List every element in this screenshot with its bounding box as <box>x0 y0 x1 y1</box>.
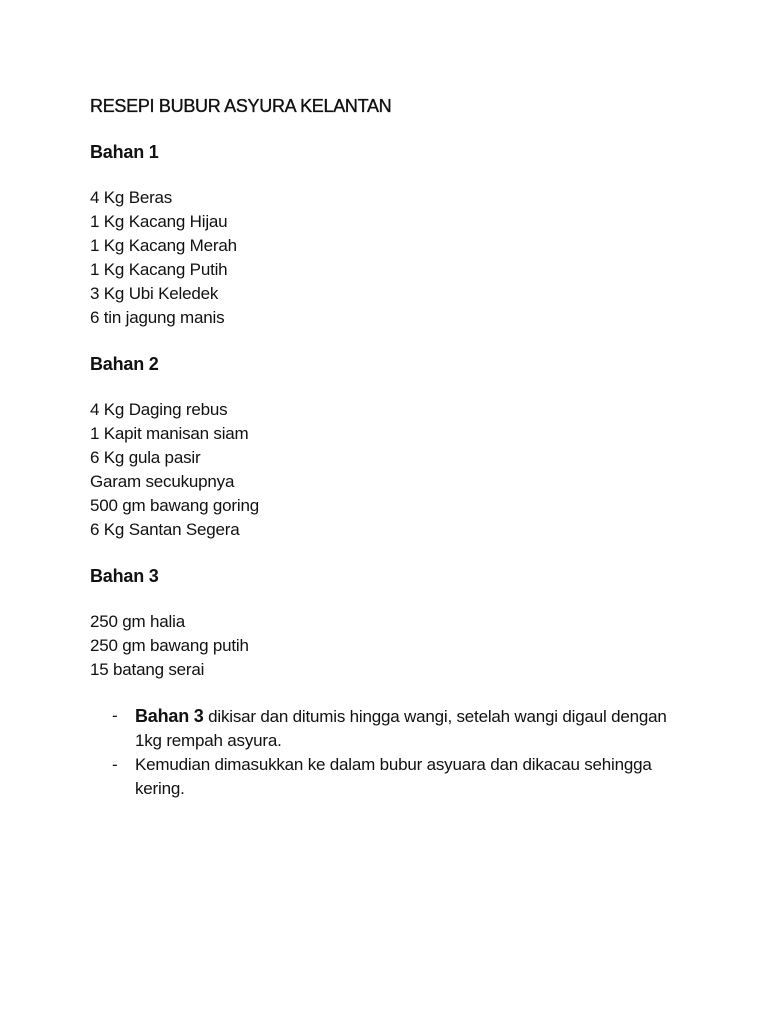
ingredient-item: 15 batang serai <box>90 660 205 679</box>
ingredient-item: 1 Kapit manisan siam <box>90 424 249 443</box>
step-text: Kemudian dimasukkan ke dalam bubur asyuara dan dikacau sehingga kering. <box>135 755 652 798</box>
ingredient-item: 6 Kg gula pasir <box>90 448 201 467</box>
dash-bullet: - <box>112 755 118 774</box>
ingredient-list <box>90 610 710 682</box>
section-heading: Bahan 1 <box>90 142 159 162</box>
ingredient-item: 3 Kg Ubi Keledek <box>90 284 219 303</box>
ingredient-item: Garam secukupnya <box>90 472 235 491</box>
section-bahan-1 <box>90 140 710 330</box>
ingredient-item: 250 gm halia <box>90 612 185 631</box>
section-bahan-2 <box>90 352 710 542</box>
ingredient-list <box>90 186 710 330</box>
method-step <box>90 704 695 753</box>
dash-bullet: - <box>112 706 118 725</box>
ingredient-item: 6 Kg Santan Segera <box>90 520 240 539</box>
ingredient-list <box>90 398 710 542</box>
step-text: dikisar dan ditumis hingga wangi, setelah wangi digaul dengan 1kg rempah asyura. <box>135 707 667 750</box>
ingredient-item: 250 gm bawang putih <box>90 636 249 655</box>
section-heading: Bahan 2 <box>90 354 159 374</box>
step-bold-text: Bahan 3 <box>135 706 204 726</box>
method-steps <box>90 704 710 801</box>
ingredient-item: 500 gm bawang goring <box>90 496 259 515</box>
ingredient-item: 1 Kg Kacang Hijau <box>90 212 228 231</box>
ingredient-item: 1 Kg Kacang Merah <box>90 236 237 255</box>
page-title: RESEPI BUBUR ASYURA KELANTAN <box>90 96 392 116</box>
section-bahan-3 <box>90 564 710 682</box>
method-step <box>90 753 695 801</box>
ingredient-item: 4 Kg Beras <box>90 188 173 207</box>
recipe-content <box>90 94 710 801</box>
section-heading: Bahan 3 <box>90 566 159 586</box>
ingredient-item: 4 Kg Daging rebus <box>90 400 228 419</box>
ingredient-item: 1 Kg Kacang Putih <box>90 260 228 279</box>
ingredient-item: 6 tin jagung manis <box>90 308 225 327</box>
